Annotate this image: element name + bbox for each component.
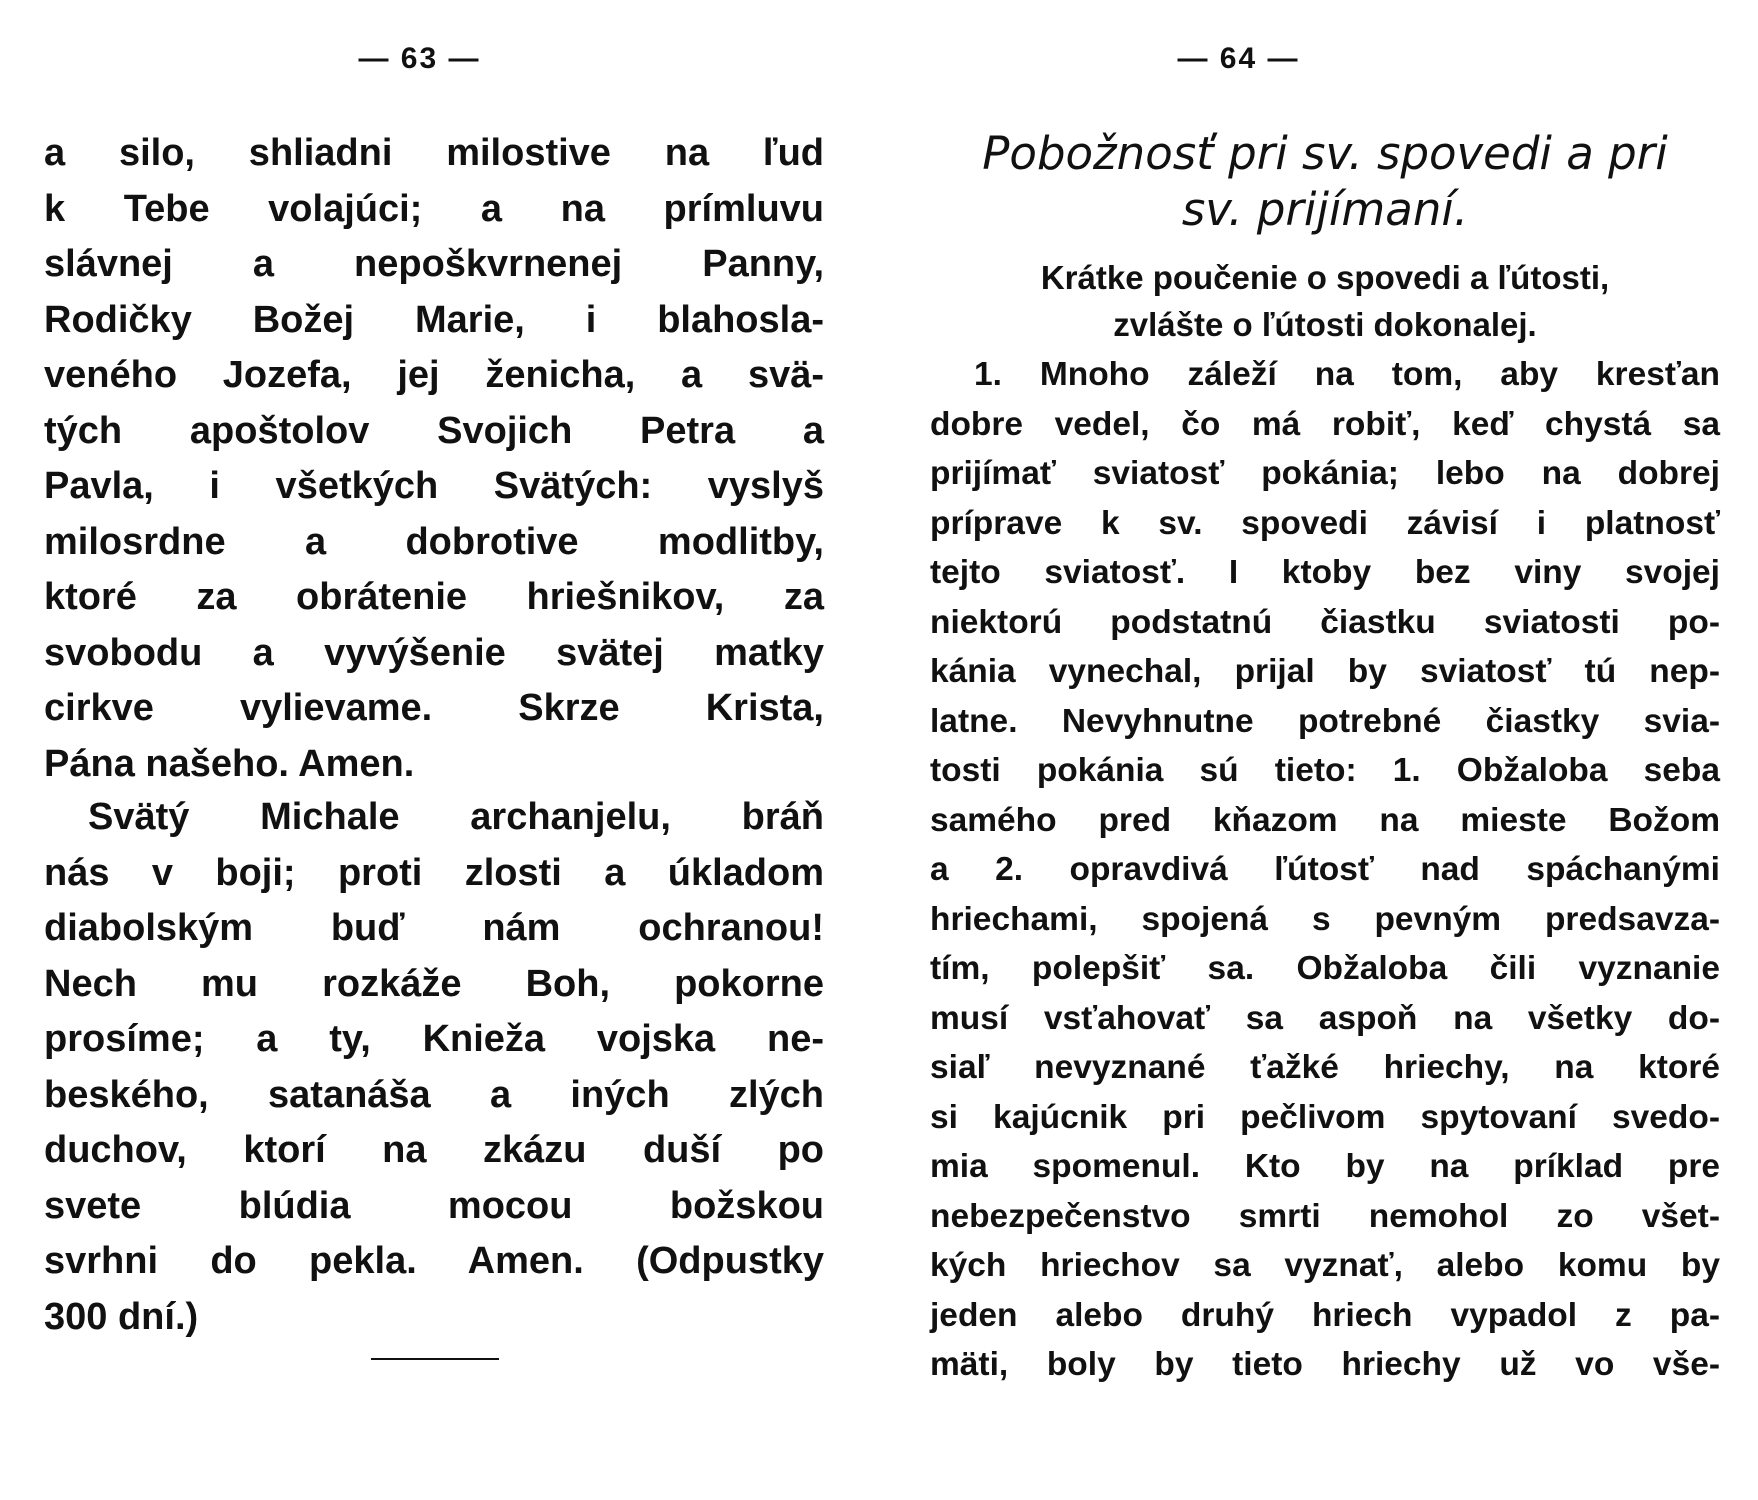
left-paragraph-2	[44, 790, 824, 1345]
text-line: beského, satanáša a iných zlých	[44, 1073, 824, 1116]
text-line: príprave k sv. spovedi závisí i platnosť	[930, 504, 1720, 542]
text-line: nebezpečenstvo smrti nemohol zo všet-	[930, 1197, 1720, 1235]
text-line: niektorú podstatnú čiastku sviatosti po-	[930, 603, 1720, 641]
text-line: kánia vynechal, prijal by sviatosť tú nep-	[930, 653, 1720, 690]
text-line: 300 dní.)	[44, 1295, 199, 1338]
text-line: svete blúdia mocou božskou	[44, 1184, 824, 1227]
text-line: veného Jozefa, jej ženicha, a svä-	[44, 354, 824, 396]
text-line: mia spomenul. Kto by na príklad pre	[930, 1148, 1720, 1185]
text-line: ktoré za obrátenie hriešnikov, za	[44, 576, 824, 618]
text-line: siaľ nevyznané ťažké hriechy, na ktoré	[930, 1049, 1720, 1086]
chapter-subtitle	[930, 254, 1720, 348]
section-divider	[371, 1358, 499, 1360]
text-line: cirkve vylievame. Skrze Krista,	[44, 687, 824, 729]
text-line: duchov, ktorí na zkázu duší po	[44, 1129, 824, 1171]
text-line: kých hriechov sa vyznať, alebo komu by	[930, 1247, 1720, 1284]
text-line: milosrdne a dobrotive modlitby,	[44, 520, 824, 563]
text-line: k Tebe volajúci; a na prímluvu	[44, 187, 824, 230]
text-line: tosti pokánia sú tieto: 1. Obžaloba seba	[930, 752, 1720, 789]
text-line: Pavla, i všetkých Svätých: vyslyš	[44, 465, 824, 507]
text-line: svobodu a vyvýšenie svätej matky	[44, 631, 824, 674]
text-line: tím, polepšiť sa. Obžaloba čili vyznanie	[930, 950, 1720, 987]
text-line: nás v boji; proti zlosti a úkladom	[44, 851, 824, 894]
text-line: tých apoštolov Svojich Petra a	[44, 409, 824, 452]
text-line: a 2. opravdivá ľútosť nad spáchanými	[930, 851, 1720, 888]
title-line: Pobožnosť pri sv. spovedi a pri	[982, 127, 1668, 180]
subtitle-line: zvlášte o ľútosti dokonalej.	[1113, 306, 1537, 343]
title-line: sv. prijímaní.	[1181, 183, 1469, 236]
text-line: prosíme; a ty, Knieža vojska ne-	[44, 1018, 824, 1060]
text-line: Svätý Michale archanjelu, bráň	[88, 796, 824, 838]
chapter-title	[930, 126, 1720, 238]
text-line: samého pred kňazom na mieste Božom	[930, 801, 1720, 839]
text-line: jeden alebo druhý hriech vypadol z pa-	[930, 1296, 1720, 1334]
page-number-left: — 63 —	[358, 42, 481, 75]
text-line: si kajúcnik pri pečlivom spytovaní svedo-	[930, 1098, 1720, 1136]
right-paragraph	[930, 350, 1720, 1390]
text-line: latne. Nevyhnutne potrebné čiastky svia-	[930, 702, 1720, 740]
text-line: dobre vedel, čo má robiť, keď chystá sa	[930, 405, 1720, 443]
text-line: Nech mu rozkáže Boh, pokorne	[44, 962, 824, 1005]
text-line: musí vsťahovať sa aspoň na všetky do-	[930, 999, 1720, 1037]
text-line: svrhni do pekla. Amen. (Odpustky	[44, 1240, 824, 1282]
text-line: diabolským buď nám ochranou!	[44, 907, 824, 949]
text-line: 1. Mnoho záleží na tom, aby kresťan	[974, 356, 1720, 393]
text-line: tejto sviatosť. I ktoby bez viny svojej	[930, 554, 1720, 591]
text-line: Rodičky Božej Marie, i blahosla-	[44, 298, 824, 341]
text-line: slávnej a nepoškvrnenej Panny,	[44, 243, 824, 285]
text-line: hriechami, spojená s pevným predsavza-	[930, 900, 1720, 938]
text-line: a silo, shliadni milostive na ľud	[44, 132, 824, 174]
subtitle-line: Krátke poučenie o spovedi a ľútosti,	[1040, 259, 1610, 296]
left-paragraph-1	[44, 126, 824, 792]
text-line: prijímať sviatosť pokánia; lebo na dobrej	[930, 455, 1720, 492]
text-line: Pána našeho. Amen.	[44, 742, 415, 785]
page-number-right: — 64 —	[1177, 42, 1300, 75]
text-line: mäti, boly by tieto hriechy už vo vše-	[930, 1346, 1720, 1383]
